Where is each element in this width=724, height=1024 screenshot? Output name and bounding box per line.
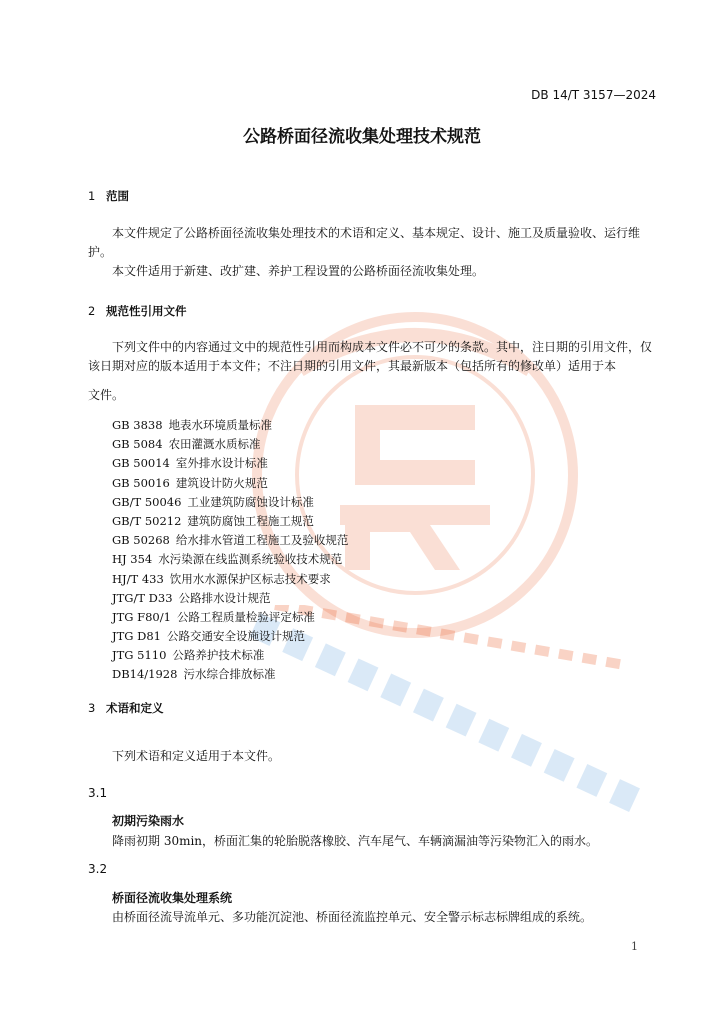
scope-paragraph-2: 本文件适用于新建、改扩建、养护工程设置的公路桥面径流收集处理。 <box>112 264 485 278</box>
page-title: 公路桥面径流收集处理技术规范 <box>243 127 481 147</box>
reference-list <box>112 416 348 685</box>
reference-item: GB 5084 农田灌溉水质标准 <box>112 437 261 452</box>
reference-item: GB 50016 建筑设计防火规范 <box>112 475 268 490</box>
reference-item: DB14/1928 污水综合排放标准 <box>112 667 276 682</box>
section-title: 规范性引用文件 <box>106 304 187 318</box>
section-number: 2 <box>88 304 96 318</box>
section-title: 范围 <box>106 189 129 203</box>
normative-intro-tail: 文件。 <box>88 388 125 402</box>
reference-item: JTG/T D33 公路排水设计规范 <box>112 590 271 605</box>
section-title: 术语和定义 <box>106 701 164 715</box>
term-name: 桥面径流收集处理系统 <box>112 891 233 905</box>
term-number: 3.2 <box>88 862 108 876</box>
section-heading-terms <box>88 700 164 716</box>
section-heading-scope <box>88 188 129 204</box>
reference-item: HJ 354 水污染源在线监测系统验收技术规范 <box>112 552 343 567</box>
reference-item: GB 3838 地表水环境质量标准 <box>112 418 273 432</box>
reference-item: JTG 5110 公路养护技术标准 <box>112 648 265 663</box>
reference-item: GB 50014 室外排水设计标准 <box>112 456 268 471</box>
reference-item: JTG F80/1 公路工程质量检验评定标准 <box>112 609 315 624</box>
reference-item: GB 50268 给水排水管道工程施工及验收规范 <box>112 533 349 548</box>
reference-item: JTG D81 公路交通安全设施设计规范 <box>112 629 305 644</box>
reference-item: GB/T 50046 工业建筑防腐蚀设计标准 <box>112 494 314 509</box>
term-name: 初期污染雨水 <box>112 814 185 828</box>
terms-intro: 下列术语和定义适用于本文件。 <box>112 749 281 763</box>
term-number: 3.1 <box>88 786 108 800</box>
document-code: DB 14/T 3157—2024 <box>531 88 656 102</box>
scope-paragraph-1: 本文件规定了公路桥面径流收集处理技术的术语和定义、基本规定、设计、施工及质量验收、运行维护。 <box>88 226 641 259</box>
section-heading-normative <box>88 303 187 319</box>
normative-intro: 下列文件中的内容通过文中的规范性引用而构成本文件必不可少的条款。其中，注日期的引用文件，仅该日期对应的版本适用于本文件；不注日期的引用文件，其最新版本（包括所有的修改单）适用于本 <box>88 340 653 373</box>
section-number: 3 <box>88 701 96 715</box>
term-definition: 降雨初期 30min，桥面汇集的轮胎脱落橡胶、汽车尾气、车辆滴漏油等污染物汇入的雨水。 <box>112 834 599 848</box>
page-number: 1 <box>631 940 638 953</box>
reference-item: HJ/T 433 饮用水水源保护区标志技术要求 <box>112 571 331 586</box>
reference-item: GB/T 50212 建筑防腐蚀工程施工规范 <box>112 513 314 528</box>
section-number: 1 <box>88 189 96 203</box>
term-definition: 由桥面径流导流单元、多功能沉淀池、桥面径流监控单元、安全警示标志标牌组成的系统。 <box>112 910 593 924</box>
